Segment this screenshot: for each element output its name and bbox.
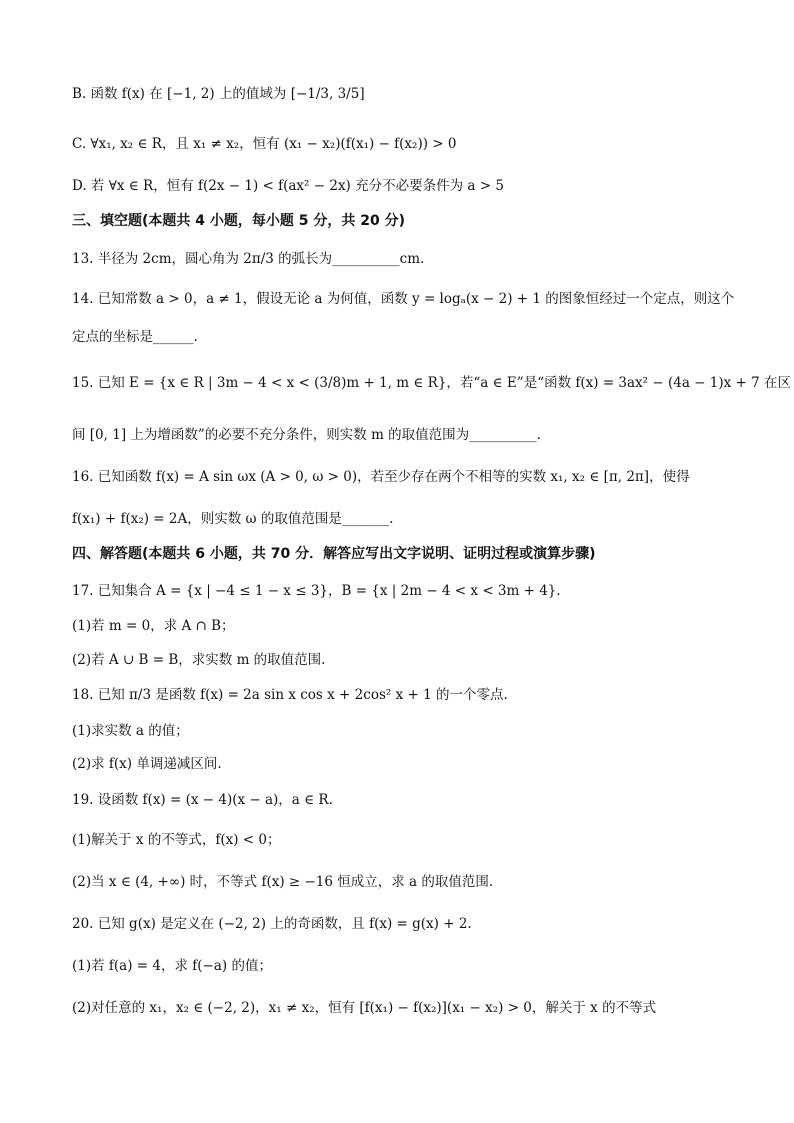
question-18: 18. 已知 π/3 是函数 f(x) = 2a sin x cos x + 2cos² x + 1 的一个零点. (72, 687, 508, 703)
question-15-line-2: 间 [0, 1] 上为增函数”的必要不充分条件，则实数 m 的取值范围为__________. (72, 427, 541, 443)
section-fill-in-title: 三、填空题(本题共 4 小题，每小题 5 分，共 20 分) (72, 213, 406, 229)
question-19-part-2: (2)当 x ∈ (4, +∞) 时，不等式 f(x) ≥ −16 恒成立，求 a 的取值范围. (72, 874, 494, 890)
question-19: 19. 设函数 f(x) = (x − 4)(x − a)，a ∈ R. (72, 792, 333, 808)
question-20-part-2: (2)对任意的 x₁，x₂ ∈ (−2, 2)，x₁ ≠ x₂，恒有 [f(x₁) − f(x₂)](x₁ − x₂) > 0，解关于 x 的不等式 (72, 1000, 657, 1016)
question-18-part-2: (2)求 f(x) 单调递减区间. (72, 756, 222, 772)
option-c: C. ∀x₁, x₂ ∈ R，且 x₁ ≠ x₂，恒有 (x₁ − x₂)(f(x₁) − f(x₂)) > 0 (72, 136, 457, 152)
question-14-line-1: 14. 已知常数 a > 0，a ≠ 1，假设无论 a 为何值，函数 y = logₐ(x − 2) + 1 的图象恒经过一个定点，则这个 (72, 291, 735, 307)
option-b: B. 函数 f(x) 在 [−1, 2) 上的值域为 [−1/3, 3/5] (72, 86, 365, 102)
question-13: 13. 半径为 2cm，圆心角为 2π/3 的弧长为__________cm. (72, 251, 425, 267)
question-17-part-2: (2)若 A ∪ B = B，求实数 m 的取值范围. (72, 652, 326, 668)
option-d: D. 若 ∀x ∈ R，恒有 f(2x − 1) < f(ax² − 2x) 充分不必要条件为 a > 5 (72, 178, 504, 194)
question-18-part-1: (1)求实数 a 的值； (72, 723, 189, 739)
question-16-line-2: f(x₁) + f(x₂) = 2A，则实数 ω 的取值范围是_______. (72, 511, 394, 527)
question-20: 20. 已知 g(x) 是定义在 (−2, 2) 上的奇函数，且 f(x) = g(x) + 2. (72, 916, 472, 932)
question-14-line-2: 定点的坐标是______. (72, 329, 198, 345)
question-16-line-1: 16. 已知函数 f(x) = A sin ωx (A > 0, ω > 0)，若至少存在两个不相等的实数 x₁, x₂ ∈ [π, 2π]，使得 (72, 469, 690, 485)
question-17: 17. 已知集合 A = {x | −4 ≤ 1 − x ≤ 3}，B = {x | 2m − 4 < x < 3m + 4}. (72, 583, 561, 599)
question-17-part-1: (1)若 m = 0，求 A ∩ B； (72, 618, 235, 634)
question-15-line-1: 15. 已知 E = {x ∈ R | 3m − 4 < x < (3/8)m + 1, m ∈ R}，若“a ∈ E”是“函数 f(x) = 3ax² − (4a − 1)x + 7 在区 (72, 375, 792, 391)
section-answer-title: 四、解答题(本题共 6 小题，共 70 分．解答应写出文字说明、证明过程或演算步骤) (72, 546, 596, 562)
question-20-part-1: (1)若 f(a) = 4，求 f(−a) 的值； (72, 958, 272, 974)
question-19-part-1: (1)解关于 x 的不等式，f(x) < 0； (72, 832, 281, 848)
